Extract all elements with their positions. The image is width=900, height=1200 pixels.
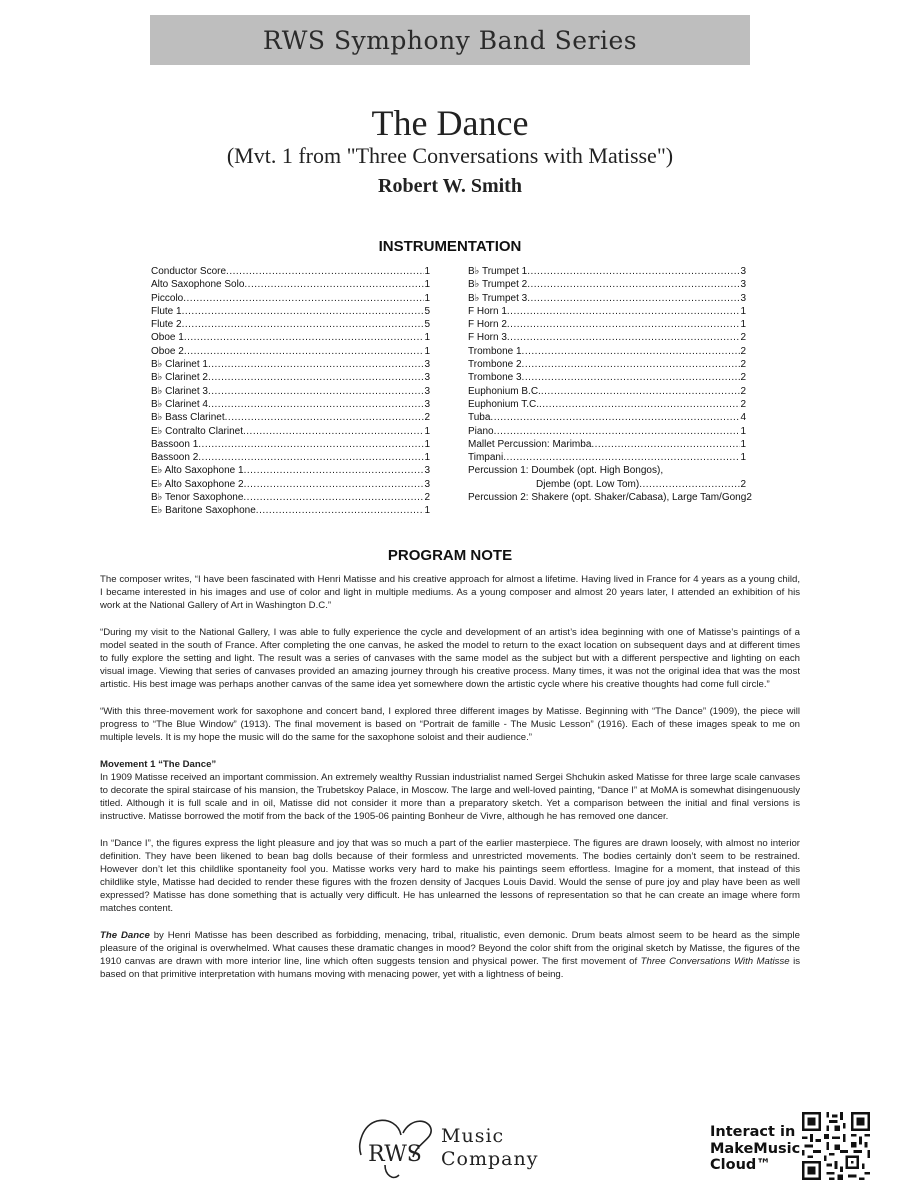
instrument-row (468, 385, 746, 398)
instrument-count: 1 (424, 292, 430, 304)
instrument-name: B♭ Clarinet 4 (151, 398, 208, 410)
instrument-row (151, 478, 430, 491)
note-paragraph: In 1909 Matisse received an important commission. An extremely wealthy Russian industrialist named Sergei Shchukin asked Matisse for three large scale canvases to decorate the spiral staircase of his mansion, the Trubetskoy Palace, in Moscow. The large and well-loved painting, “Dance I” at MoMA is somewhat disingenuously titled. Although it is full scale and in oil, Matisse did not consider it more than a preparatory sketch. Yet a comparison between the initial and final versions is instructive. Matisse borrowed the motif from the back of the 1905-06 painting Bonheur de Vivre, although he has removed one dancer. (100, 772, 800, 822)
instrument-row (468, 411, 746, 424)
instrument-count: 3 (424, 372, 430, 384)
instrument-name: B♭ Clarinet 2 (151, 372, 208, 384)
instrument-count: 2 (740, 345, 746, 357)
rws-music-company-logo (355, 1113, 555, 1183)
work-title: Three Conversations With Matisse (640, 956, 790, 967)
instrument-row (468, 438, 746, 451)
instrument-row (468, 371, 746, 384)
instrument-name: Oboe 2 (151, 345, 184, 357)
instrument-name: Flute 2 (151, 319, 182, 331)
instrument-count: 1 (740, 438, 746, 450)
instrument-name: Flute 1 (151, 305, 182, 317)
instrument-name: B♭ Tenor Saxophone (151, 492, 244, 504)
instrument-count: 1 (424, 425, 430, 437)
rws-logo-mark (355, 1113, 435, 1183)
instrument-count: 1 (424, 332, 430, 344)
instrument-count: 5 (424, 305, 430, 317)
instrument-count: 3 (424, 359, 430, 371)
instrument-name: F Horn 3 (468, 332, 507, 344)
instrument-count: 2 (740, 332, 746, 344)
instrument-count: 3 (740, 279, 746, 291)
instrument-name: B♭ Trumpet 3 (468, 292, 528, 304)
instrument-row (468, 345, 746, 358)
instrument-count: 1 (740, 305, 746, 317)
instrument-count: 1 (740, 425, 746, 437)
instrumentation-left-column (151, 265, 430, 518)
instrument-count: 2 (746, 492, 752, 504)
movement-heading: Movement 1 “The Dance” (100, 759, 217, 770)
instrument-row (468, 451, 746, 464)
program-note-heading: PROGRAM NOTE (387, 547, 513, 564)
qr-code-icon[interactable] (802, 1112, 870, 1180)
series-banner (150, 15, 750, 65)
instrument-count: 1 (424, 279, 430, 291)
instrument-row (468, 398, 746, 411)
instrument-row (151, 305, 430, 318)
instrument-name: E♭ Alto Saxophone 2 (151, 478, 244, 490)
instrument-count: 1 (740, 452, 746, 464)
instrument-count: 3 (740, 266, 746, 277)
instrument-row (151, 318, 430, 331)
instrument-name: Euphonium T.C. (468, 398, 539, 410)
piece-subtitle: (Mvt. 1 from "Three Conversations with Matisse") (226, 143, 674, 168)
makemusic-cloud-label: Interact in MakeMusic Cloud™ (710, 1124, 801, 1173)
instrument-count: 1 (424, 505, 430, 517)
instrument-row (151, 464, 430, 477)
instrument-name: Djembe (opt. Low Tom) (536, 478, 640, 490)
instrument-name: Percussion 1: Doumbek (opt. High Bongos), (468, 465, 664, 477)
instrument-count: 3 (424, 398, 430, 410)
instrument-name: Tuba (468, 412, 491, 424)
instrument-name: B♭ Bass Clarinet (151, 412, 225, 424)
instrument-row (468, 331, 746, 344)
instrument-name: E♭ Alto Saxophone 1 (151, 465, 244, 477)
instrument-name: Percussion 2: Shakere (opt. Shaker/Cabasa), Large Tam/Gong (468, 492, 747, 504)
instrument-row (151, 451, 430, 464)
instrument-count: 1 (424, 266, 430, 277)
instrument-count: 5 (424, 319, 430, 331)
instrument-row (151, 491, 430, 504)
composer-name: Robert W. Smith (378, 175, 522, 197)
instrument-name: B♭ Trumpet 1 (468, 266, 528, 277)
instrument-row (151, 345, 430, 358)
instrument-name: Euphonium B.C. (468, 385, 541, 397)
instrument-name: B♭ Trumpet 2 (468, 279, 528, 291)
note-paragraph: The composer writes, “I have been fascinated with Henri Matisse and his creative approach for almost a lifetime. Having lived in France for 4 years as a young child, I became interested in his images and use of color and light in multiple mediums. As a young composer and almost 20 years later, I attended an exhibition of his work at the National Gallery of Art in Washington D.C.” (100, 574, 800, 611)
note-paragraph: “With this three-movement work for saxophone and concert band, I explored three different images by Matisse. Beginning with “The Dance” (1909), the piece will progress to “The Blue Window” (1913). The final movement is based on “Portrait de famille - The Music Lesson” (1916). Each of these images speak to me on multiple levels. It is my hope the music will do the same for the saxophone soloist and their audience.” (100, 706, 800, 743)
instrument-name: E♭ Contralto Clarinet (151, 425, 243, 437)
instrument-row (151, 385, 430, 398)
instrumentation-heading: INSTRUMENTATION (378, 238, 522, 255)
instrument-name: F Horn 1 (468, 305, 507, 317)
instrument-count: 2 (740, 478, 746, 490)
instrument-row (468, 425, 746, 438)
instrument-count: 2 (740, 372, 746, 384)
instrument-name: Piano (468, 425, 494, 437)
artwork-title: The Dance (100, 930, 150, 941)
piece-title: The Dance (371, 103, 529, 143)
instrument-name: Trombone 1 (468, 345, 522, 357)
instrument-row (468, 318, 746, 331)
instrument-row (468, 278, 746, 291)
note-paragraph: In “Dance I”, the figures express the light pleasure and joy that was so much a part of the earlier masterpiece. The figures are drawn loosely, with almost no interior definition. They have been likened to bean bag dolls because of their formless and unrestricted movements. The bodies certainly don’t seem to be restrained. However don’t let this childlike spontaneity fool you. Matisse works very hard to make his paintings seem effortless. Imagine for a moment, that instead of this childlike style, Matisse had decided to render these figures with the frozen density of Jacques Louis David. Would the sense of pure joy and play have been as well expressed? Matisse has done something that is actually very difficult. He has unlearned the lessons of representation so that he can create an image where form matches content. (100, 838, 800, 914)
instrument-count: 3 (424, 385, 430, 397)
instrument-row (151, 358, 430, 371)
instrument-row (468, 305, 746, 318)
instrument-name: Bassoon 1 (151, 438, 199, 450)
instrument-count: 2 (740, 385, 746, 397)
instrument-name: F Horn 2 (468, 319, 507, 331)
instrument-row (151, 265, 430, 278)
note-paragraph: The Dance by Henri Matisse has been described as forbidding, menacing, tribal, ritualistic, even demonic. Drum beats almost seem to be heard as the simple pleasure of the original is overwhelmed. What causes these dramatic changes in mood? Beyond the color shift from the original sketch by Matisse, the figures of the 1910 canvas are drawn with more interior line, line which often suggests tension and physical power. The first movement of Three Conversations With Matisse is based on that primitive interpretation with humans moving with menacing power, yet with a lightness of being. (100, 930, 800, 980)
instrument-row-percussion-1 (468, 464, 746, 477)
instrument-count: 2 (424, 492, 430, 504)
instrument-name: Oboe 1 (151, 332, 184, 344)
instrumentation-right-column (468, 265, 752, 504)
instrument-row (151, 411, 430, 424)
instrument-row (468, 358, 746, 371)
instrument-count: 3 (740, 292, 746, 304)
instrument-name: Bassoon 2 (151, 452, 199, 464)
series-title: RWS Symphony Band Series (262, 25, 638, 55)
instrument-row (468, 265, 746, 278)
instrument-name: E♭ Baritone Saxophone (151, 505, 256, 517)
instrument-row (151, 292, 430, 305)
instrument-name: Trombone 2 (468, 359, 522, 371)
instrument-row (468, 292, 746, 305)
instrument-name: B♭ Clarinet 1 (151, 359, 208, 371)
instrument-count: 2 (740, 359, 746, 371)
program-note-body (100, 573, 800, 995)
instrument-name: Conductor Score (151, 266, 227, 277)
instrument-name: Trombone 3 (468, 372, 522, 384)
instrument-row (151, 278, 430, 291)
instrument-row (151, 371, 430, 384)
instrument-row (151, 504, 430, 517)
instrument-row-percussion-1-cont (468, 478, 746, 491)
instrument-count: 4 (740, 412, 746, 424)
instrument-row (151, 438, 430, 451)
instrument-name: Alto Saxophone Solo (151, 279, 245, 291)
instrument-count: 3 (424, 465, 430, 477)
instrument-count: 2 (424, 412, 430, 424)
instrument-count: 2 (740, 398, 746, 410)
instrument-row (151, 398, 430, 411)
logo-wordmark: Music Company (441, 1125, 539, 1170)
instrument-count: 1 (740, 319, 746, 331)
instrument-count: 1 (424, 438, 430, 450)
instrument-count: 1 (424, 345, 430, 357)
instrument-row-percussion-2 (468, 491, 752, 504)
instrument-name: Mallet Percussion: Marimba (468, 438, 592, 450)
instrument-count: 3 (424, 478, 430, 490)
logo-letters: RWS (368, 1142, 422, 1167)
instrument-name: Piccolo (151, 292, 184, 304)
instrument-name: Timpani (468, 452, 504, 464)
instrument-count: 1 (424, 452, 430, 464)
instrument-name: B♭ Clarinet 3 (151, 385, 208, 397)
instrument-row (151, 331, 430, 344)
note-paragraph: “During my visit to the National Gallery, I was able to fully experience the cycle and development of an artist’s idea beginning with one of Matisse’s paintings of a model seated in the south of France. After completing the one canvas, he asked the model to return to the exact location on subsequent days and at different times to fully explore the setting and light. The result was a series of canvases with the same model as the subject but with a different perspective and lighting on each visual image. Viewing that series of canvases provided an amazing journey through his creative process. Many times, it was not the original idea that was the most artistic. His best image was perhaps another canvas of the same idea yet somewhere down the artistic cycle where his creative thoughts had come full circle.” (100, 627, 800, 690)
instrument-row (151, 425, 430, 438)
